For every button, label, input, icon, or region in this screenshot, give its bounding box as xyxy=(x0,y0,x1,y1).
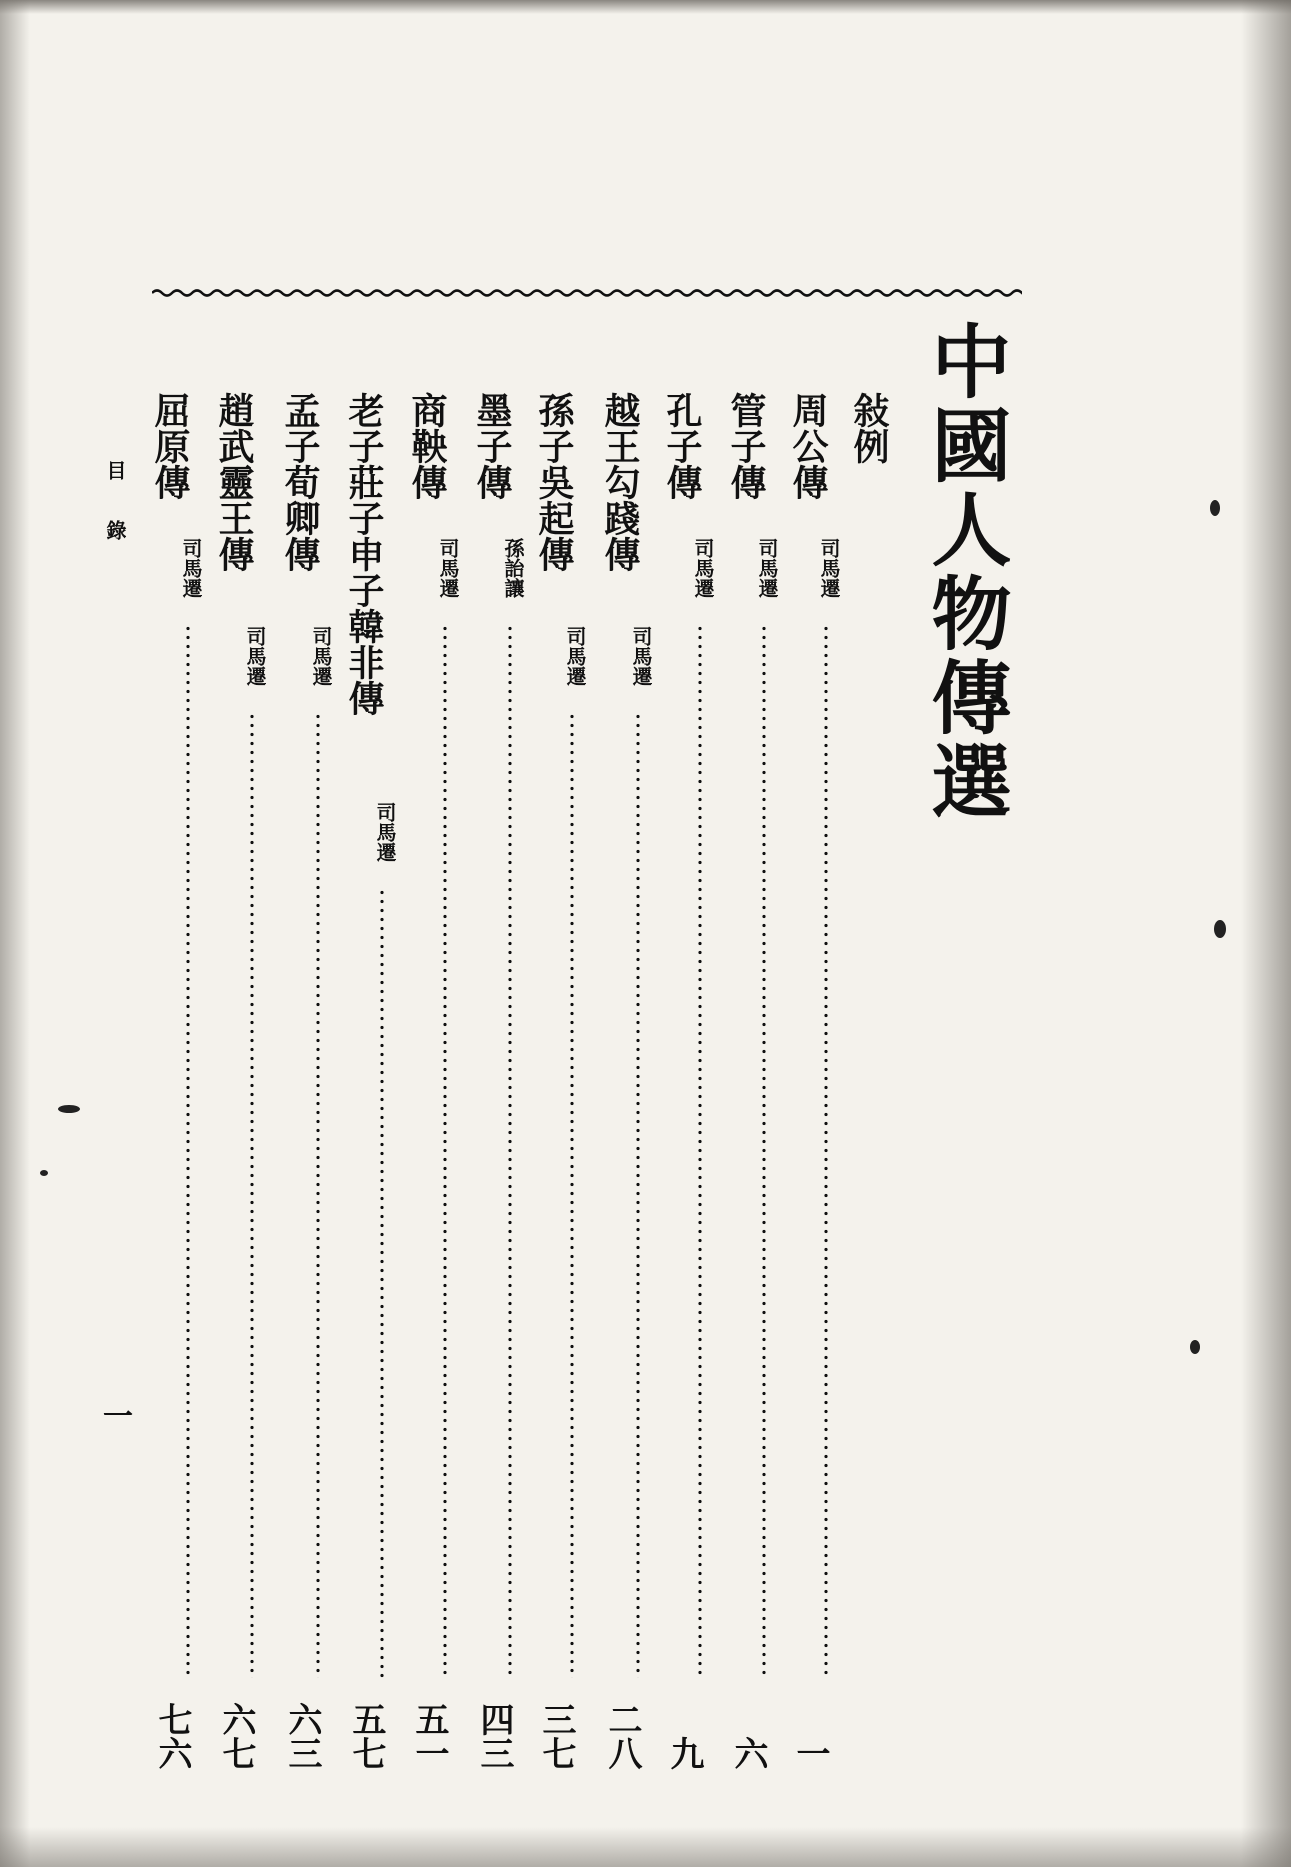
book-title: 中國人物傳選 xyxy=(918,320,1012,824)
entry-title: 孔子傳 xyxy=(661,392,703,500)
entry-title: 管子傳 xyxy=(725,392,767,500)
toc-preface: 敍例 xyxy=(848,392,890,464)
entry-page-number: 七六 xyxy=(152,1702,192,1770)
toc-entry xyxy=(598,392,658,1770)
leader-dots xyxy=(443,624,447,1678)
entry-author: 司馬遷 xyxy=(563,626,587,686)
entry-page-number: 六七 xyxy=(216,1702,256,1770)
ink-speck xyxy=(1214,920,1226,938)
entry-author: 司馬遷 xyxy=(629,626,653,686)
entry-author: 司馬遷 xyxy=(309,626,333,686)
entry-title: 商鞅傳 xyxy=(406,392,448,500)
entry-author: 司馬遷 xyxy=(755,538,779,598)
ink-speck xyxy=(40,1170,48,1176)
folio-number: 一 xyxy=(97,1400,132,1430)
entry-author: 司馬遷 xyxy=(179,538,203,598)
entry-author: 司馬遷 xyxy=(691,538,715,598)
entry-author: 司馬遷 xyxy=(817,538,841,598)
ink-speck xyxy=(58,1105,80,1113)
entry-author: 孫詒讓 xyxy=(501,538,525,598)
ink-speck xyxy=(1210,500,1220,516)
entry-page-number: 五七 xyxy=(346,1702,386,1770)
entry-title: 墨子傳 xyxy=(471,392,513,500)
toc-entry xyxy=(470,392,530,1770)
entry-page-number: 六三 xyxy=(282,1702,322,1770)
leader-dots xyxy=(636,712,640,1678)
entry-title: 孫子吳起傳 xyxy=(533,392,575,572)
leader-dots xyxy=(380,888,384,1678)
leader-dots xyxy=(698,624,702,1678)
leader-dots xyxy=(570,712,574,1678)
entry-title: 越王勾踐傳 xyxy=(599,392,641,572)
entry-page-number: 四三 xyxy=(474,1702,514,1770)
entry-title: 趙武靈王傳 xyxy=(213,392,255,572)
entry-title: 孟子荀卿傳 xyxy=(279,392,321,572)
entry-page-number: 九 xyxy=(664,1736,704,1770)
page-edge-bottom xyxy=(0,1827,1291,1867)
entry-page-number: 三七 xyxy=(536,1702,576,1770)
toc-entry xyxy=(660,392,720,1770)
entry-page-number: 五一 xyxy=(409,1702,449,1770)
entry-title: 周公傳 xyxy=(787,392,829,500)
toc-entry xyxy=(724,392,784,1770)
toc-entry xyxy=(786,392,846,1770)
leader-dots xyxy=(186,624,190,1678)
toc-entry xyxy=(342,392,402,1770)
leader-dots xyxy=(824,624,828,1678)
ink-speck xyxy=(1190,1340,1200,1354)
leader-dots xyxy=(250,712,254,1678)
toc-entry xyxy=(532,392,592,1770)
toc-entry xyxy=(148,392,208,1770)
page-edge-left xyxy=(0,0,30,1867)
page-edge-top xyxy=(0,0,1291,14)
running-head: 目錄 xyxy=(103,460,127,580)
leader-dots xyxy=(762,624,766,1678)
entry-title: 老子莊子申子韓非傳 xyxy=(343,392,385,716)
entry-page-number: 一 xyxy=(790,1736,830,1770)
entry-author: 司馬遷 xyxy=(436,538,460,598)
toc-entry xyxy=(212,392,272,1770)
entry-title: 屈原傳 xyxy=(149,392,191,500)
entry-author: 司馬遷 xyxy=(243,626,267,686)
page-edge-right xyxy=(1241,0,1291,1867)
leader-dots xyxy=(508,624,512,1678)
leader-dots xyxy=(316,712,320,1678)
entry-author: 司馬遷 xyxy=(373,802,397,862)
toc-entry xyxy=(405,392,465,1770)
wavy-rule xyxy=(152,286,1022,300)
entry-page-number: 六 xyxy=(728,1736,768,1770)
toc-entry xyxy=(278,392,338,1770)
entry-page-number: 二八 xyxy=(602,1702,642,1770)
